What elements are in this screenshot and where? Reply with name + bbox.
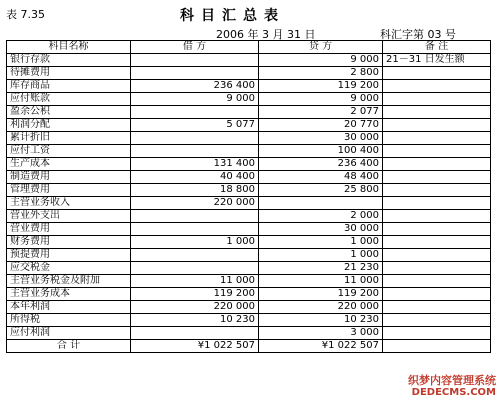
- credit-cell: 30 000: [259, 223, 383, 236]
- account-name-cell: 应付工资: [7, 145, 131, 158]
- account-name-cell: 所得税: [7, 314, 131, 327]
- credit-cell: 10 230: [259, 314, 383, 327]
- debit-cell: [131, 67, 259, 80]
- summary-table: [6, 40, 491, 353]
- note-cell: [383, 236, 491, 249]
- account-name-cell: 营业外支出: [7, 210, 131, 223]
- account-name-cell: 生产成本: [7, 158, 131, 171]
- table-row: [7, 106, 491, 119]
- credit-cell: 220 000: [259, 301, 383, 314]
- debit-cell: 236 400: [131, 80, 259, 93]
- credit-cell: 3 000: [259, 327, 383, 340]
- debit-cell: 220 000: [131, 197, 259, 210]
- note-cell: 21－31 日发生额: [383, 54, 491, 67]
- table-row: [7, 67, 491, 80]
- credit-cell: 2 800: [259, 67, 383, 80]
- column-header-credit: 贷 方: [259, 41, 383, 54]
- note-cell: [383, 119, 491, 132]
- table-header-row: [7, 41, 491, 54]
- table-row: [7, 275, 491, 288]
- credit-cell: 1 000: [259, 249, 383, 262]
- credit-cell: 9 000: [259, 54, 383, 67]
- page-title: 科目汇总表: [180, 8, 285, 24]
- table-row: [7, 54, 491, 67]
- note-cell: [383, 106, 491, 119]
- debit-cell: 40 400: [131, 171, 259, 184]
- debit-cell: 9 000: [131, 93, 259, 106]
- note-cell: [383, 314, 491, 327]
- table-row: [7, 158, 491, 171]
- credit-cell: 9 000: [259, 93, 383, 106]
- credit-cell: 119 200: [259, 80, 383, 93]
- debit-cell: [131, 106, 259, 119]
- debit-cell: [131, 262, 259, 275]
- total-debit: ¥1 022 507: [131, 340, 259, 353]
- note-cell: [383, 301, 491, 314]
- account-name-cell: 管理费用: [7, 184, 131, 197]
- table-row: [7, 184, 491, 197]
- table-row: [7, 93, 491, 106]
- table-row: [7, 288, 491, 301]
- account-name-cell: 制造费用: [7, 171, 131, 184]
- debit-cell: 5 077: [131, 119, 259, 132]
- table-row: [7, 171, 491, 184]
- credit-cell: 20 770: [259, 119, 383, 132]
- debit-cell: [131, 327, 259, 340]
- account-name-cell: 盈余公积: [7, 106, 131, 119]
- table-row: [7, 119, 491, 132]
- note-cell: [383, 93, 491, 106]
- total-row: [7, 340, 491, 353]
- table-row: [7, 236, 491, 249]
- note-cell: [383, 262, 491, 275]
- debit-cell: 131 400: [131, 158, 259, 171]
- credit-cell: 21 230: [259, 262, 383, 275]
- watermark: [408, 375, 496, 399]
- account-name-cell: 主营业务收入: [7, 197, 131, 210]
- table-row: [7, 197, 491, 210]
- column-header-debit: 借 方: [131, 41, 259, 54]
- debit-cell: [131, 54, 259, 67]
- credit-cell: 236 400: [259, 158, 383, 171]
- credit-cell: 11 000: [259, 275, 383, 288]
- table-row: [7, 210, 491, 223]
- column-header-note: 备 注: [383, 41, 491, 54]
- watermark-line-2: DEDECMS.COM: [411, 387, 496, 398]
- note-cell: [383, 210, 491, 223]
- credit-cell: 1 000: [259, 236, 383, 249]
- table-row: [7, 223, 491, 236]
- document-code: 科汇字第 03 号: [380, 28, 456, 41]
- credit-cell: [259, 197, 383, 210]
- note-cell: [383, 288, 491, 301]
- note-cell: [383, 249, 491, 262]
- total-credit: ¥1 022 507: [259, 340, 383, 353]
- debit-cell: 10 230: [131, 314, 259, 327]
- note-cell: [383, 67, 491, 80]
- credit-cell: 25 800: [259, 184, 383, 197]
- table-row: [7, 145, 491, 158]
- account-name-cell: 应付利润: [7, 327, 131, 340]
- table-row: [7, 327, 491, 340]
- account-name-cell: 累计折旧: [7, 132, 131, 145]
- credit-cell: 2 077: [259, 106, 383, 119]
- account-name-cell: 主营业务成本: [7, 288, 131, 301]
- table-row: [7, 132, 491, 145]
- debit-cell: [131, 210, 259, 223]
- debit-cell: [131, 145, 259, 158]
- column-header-account: 科目名称: [7, 41, 131, 54]
- account-name-cell: 库存商品: [7, 80, 131, 93]
- account-name-cell: 本年利润: [7, 301, 131, 314]
- report-date: 2006 年 3 月 31 日: [216, 28, 316, 41]
- account-name-cell: 主营业务税金及附加: [7, 275, 131, 288]
- debit-cell: 1 000: [131, 236, 259, 249]
- note-cell: [383, 80, 491, 93]
- debit-cell: 119 200: [131, 288, 259, 301]
- account-name-cell: 应付账款: [7, 93, 131, 106]
- total-label: 合 计: [7, 340, 131, 353]
- note-cell: [383, 184, 491, 197]
- table-row: [7, 262, 491, 275]
- account-name-cell: 预提费用: [7, 249, 131, 262]
- table-row: [7, 249, 491, 262]
- debit-cell: 18 800: [131, 184, 259, 197]
- account-name-cell: 应交税金: [7, 262, 131, 275]
- account-name-cell: 利润分配: [7, 119, 131, 132]
- debit-cell: 11 000: [131, 275, 259, 288]
- table-row: [7, 80, 491, 93]
- table-number: 表 7.35: [6, 8, 45, 21]
- credit-cell: 30 000: [259, 132, 383, 145]
- debit-cell: [131, 223, 259, 236]
- account-name-cell: 营业费用: [7, 223, 131, 236]
- debit-cell: [131, 249, 259, 262]
- debit-cell: 220 000: [131, 301, 259, 314]
- note-cell: [383, 158, 491, 171]
- total-note: [383, 340, 491, 353]
- credit-cell: 48 400: [259, 171, 383, 184]
- table-row: [7, 314, 491, 327]
- note-cell: [383, 223, 491, 236]
- note-cell: [383, 145, 491, 158]
- table-row: [7, 301, 491, 314]
- note-cell: [383, 197, 491, 210]
- note-cell: [383, 171, 491, 184]
- account-name-cell: 财务费用: [7, 236, 131, 249]
- credit-cell: 119 200: [259, 288, 383, 301]
- watermark-line-1: 织梦内容管理系统: [408, 374, 496, 387]
- account-name-cell: 银行存款: [7, 54, 131, 67]
- debit-cell: [131, 132, 259, 145]
- note-cell: [383, 132, 491, 145]
- note-cell: [383, 327, 491, 340]
- note-cell: [383, 275, 491, 288]
- account-name-cell: 待摊费用: [7, 67, 131, 80]
- credit-cell: 2 000: [259, 210, 383, 223]
- credit-cell: 100 400: [259, 145, 383, 158]
